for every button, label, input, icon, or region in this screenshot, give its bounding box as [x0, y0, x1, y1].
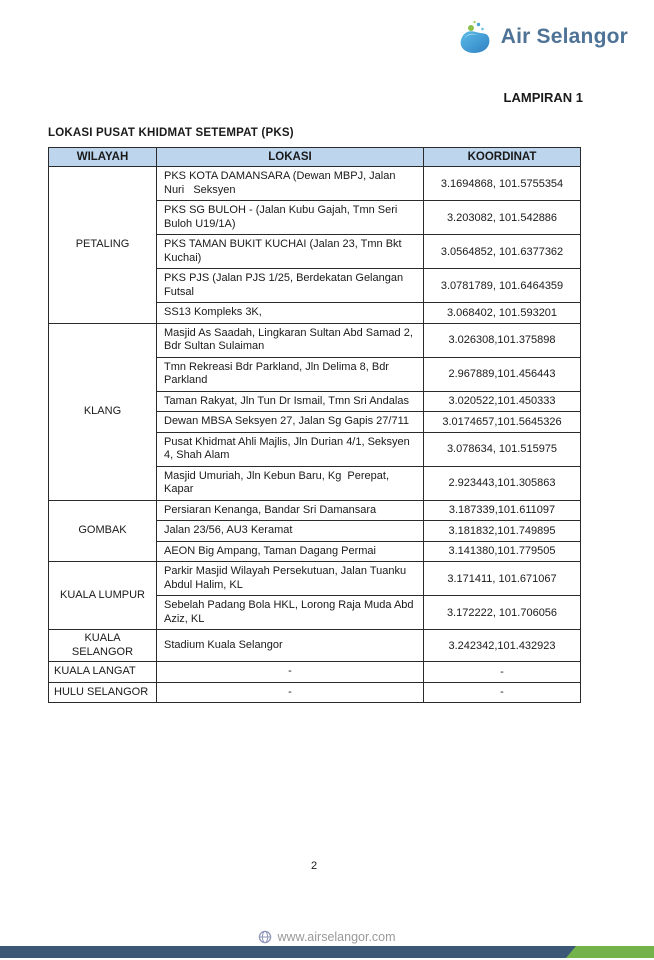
- koordinat-cell: 3.141380,101.779505: [424, 541, 581, 562]
- water-droplet-icon: [458, 20, 494, 54]
- table-row: [49, 662, 581, 683]
- air-selangor-logo: [458, 20, 628, 54]
- koordinat-cell: 3.172222, 101.706056: [424, 596, 581, 630]
- wilayah-cell: HULU SELANGOR: [49, 682, 157, 703]
- wilayah-cell: KLANG: [49, 323, 157, 500]
- koordinat-cell: 3.0174657,101.5645326: [424, 412, 581, 433]
- lokasi-cell: Parkir Masjid Wilayah Persekutuan, Jalan Tuanku Abdul Halim, KL: [157, 562, 424, 596]
- column-header-wilayah: WILAYAH: [49, 148, 157, 167]
- koordinat-cell: 3.078634, 101.515975: [424, 432, 581, 466]
- lokasi-cell: PKS SG BULOH - (Jalan Kubu Gajah, Tmn Seri Buloh U19/1A): [157, 201, 424, 235]
- table-header-row: [49, 148, 581, 167]
- koordinat-cell: 3.187339,101.611097: [424, 500, 581, 521]
- lokasi-cell: Persiaran Kenanga, Bandar Sri Damansara: [157, 500, 424, 521]
- koordinat-cell: 3.026308,101.375898: [424, 323, 581, 357]
- table-header: [49, 148, 581, 167]
- lokasi-cell: Jalan 23/56, AU3 Keramat: [157, 521, 424, 542]
- lokasi-cell: Stadium Kuala Selangor: [157, 630, 424, 662]
- wilayah-cell: KUALA LUMPUR: [49, 562, 157, 630]
- globe-icon: [258, 930, 272, 944]
- lokasi-cell: SS13 Kompleks 3K,: [157, 303, 424, 324]
- lokasi-cell: PKS PJS (Jalan PJS 1/25, Berdekatan Gelangan Futsal: [157, 269, 424, 303]
- page-number: 2: [310, 860, 318, 872]
- koordinat-cell: 3.203082, 101.542886: [424, 201, 581, 235]
- lokasi-cell: AEON Big Ampang, Taman Dagang Permai: [157, 541, 424, 562]
- wilayah-cell: GOMBAK: [49, 500, 157, 562]
- lokasi-cell: -: [157, 662, 424, 683]
- koordinat-cell: 2.923443,101.305863: [424, 466, 581, 500]
- koordinat-cell: 3.020522,101.450333: [424, 391, 581, 412]
- lokasi-cell: PKS KOTA DAMANSARA (Dewan MBPJ, Jalan Nuri Seksyen: [157, 167, 424, 201]
- pks-location-table: [48, 147, 581, 703]
- koordinat-cell: 3.1694868, 101.5755354: [424, 167, 581, 201]
- logo-text: Air Selangor: [500, 25, 628, 48]
- website-text: www.airselangor.com: [277, 930, 396, 944]
- website-footer: [0, 930, 654, 944]
- lampiran-label: LAMPIRAN 1: [503, 90, 583, 105]
- lokasi-cell: Dewan MBSA Seksyen 27, Jalan Sg Gapis 27/711: [157, 412, 424, 433]
- koordinat-cell: 3.181832,101.749895: [424, 521, 581, 542]
- lokasi-cell: Masjid Umuriah, Jln Kebun Baru, Kg Perepat, Kapar: [157, 466, 424, 500]
- lokasi-cell: Sebelah Padang Bola HKL, Lorong Raja Muda Abd Aziz, KL: [157, 596, 424, 630]
- wilayah-cell: KUALA SELANGOR: [49, 630, 157, 662]
- wilayah-cell: PETALING: [49, 167, 157, 324]
- table-row: [49, 167, 581, 201]
- column-header-koordinat: KOORDINAT: [424, 148, 581, 167]
- koordinat-cell: 3.242342,101.432923: [424, 630, 581, 662]
- koordinat-cell: -: [424, 662, 581, 683]
- lokasi-cell: Taman Rakyat, Jln Tun Dr Ismail, Tmn Sri Andalas: [157, 391, 424, 412]
- lokasi-cell: PKS TAMAN BUKIT KUCHAI (Jalan 23, Tmn Bkt Kuchai): [157, 235, 424, 269]
- koordinat-cell: 3.171411, 101.671067: [424, 562, 581, 596]
- lokasi-cell: -: [157, 682, 424, 703]
- lokasi-cell: Pusat Khidmat Ahli Majlis, Jln Durian 4/1, Seksyen 4, Shah Alam: [157, 432, 424, 466]
- koordinat-cell: 3.0564852, 101.6377362: [424, 235, 581, 269]
- table-row: [49, 562, 581, 596]
- koordinat-cell: 3.068402, 101.593201: [424, 303, 581, 324]
- table-body: [49, 167, 581, 703]
- table-row: [49, 682, 581, 703]
- table-row: [49, 500, 581, 521]
- table-row: [49, 630, 581, 662]
- lokasi-cell: Masjid As Saadah, Lingkaran Sultan Abd Samad 2, Bdr Sultan Sulaiman: [157, 323, 424, 357]
- wilayah-cell: KUALA LANGAT: [49, 662, 157, 683]
- table-row: [49, 323, 581, 357]
- footer-bar-green: [566, 946, 654, 958]
- koordinat-cell: 3.0781789, 101.6464359: [424, 269, 581, 303]
- document-title: LOKASI PUSAT KHIDMAT SETEMPAT (PKS): [48, 127, 294, 139]
- koordinat-cell: -: [424, 682, 581, 703]
- column-header-lokasi: LOKASI: [157, 148, 424, 167]
- lokasi-cell: Tmn Rekreasi Bdr Parkland, Jln Delima 8, Bdr Parkland: [157, 357, 424, 391]
- koordinat-cell: 2.967889,101.456443: [424, 357, 581, 391]
- footer-bar-blue: [0, 946, 654, 958]
